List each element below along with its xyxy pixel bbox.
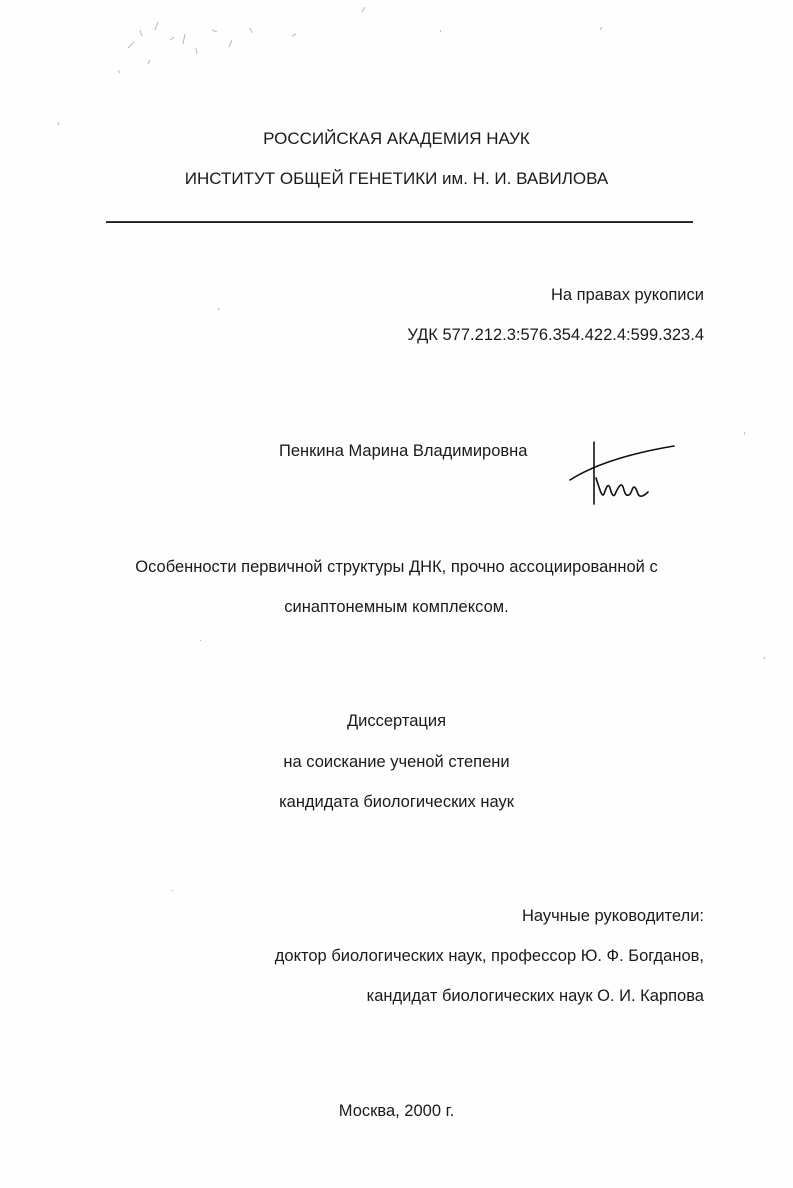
academy-name: РОССИЙСКАЯ АКАДЕМИЯ НАУК (263, 129, 530, 148)
author-name: Пенкина Марина Владимировна (279, 442, 528, 460)
supervisor-2: кандидат биологических наук О. И. Карпова (366, 987, 704, 1005)
place-and-year: Москва, 2000 г. (338, 1102, 455, 1120)
udc-code: УДК 577.212.3:576.354.422.4:599.323.4 (407, 326, 704, 344)
author-signature (568, 438, 678, 508)
degree-line-1: на соискание ученой степени (283, 753, 510, 771)
supervisors-heading: Научные руководители: (522, 907, 704, 925)
dissertation-title-line-1: Особенности первичной структуры ДНК, прочно ассоциированной с (135, 558, 658, 576)
document-type: Диссертация (346, 712, 447, 730)
institute-name: ИНСТИТУТ ОБЩЕЙ ГЕНЕТИКИ им. Н. И. ВАВИЛОВА (184, 169, 609, 188)
header-divider (106, 221, 693, 223)
supervisor-1: доктор биологических наук, профессор Ю. Ф. Богданов, (274, 947, 704, 965)
dissertation-title-line-2: синаптонемным комплексом. (284, 598, 509, 616)
manuscript-rights: На правах рукописи (551, 286, 704, 304)
degree-line-2: кандидата биологических наук (279, 793, 514, 811)
